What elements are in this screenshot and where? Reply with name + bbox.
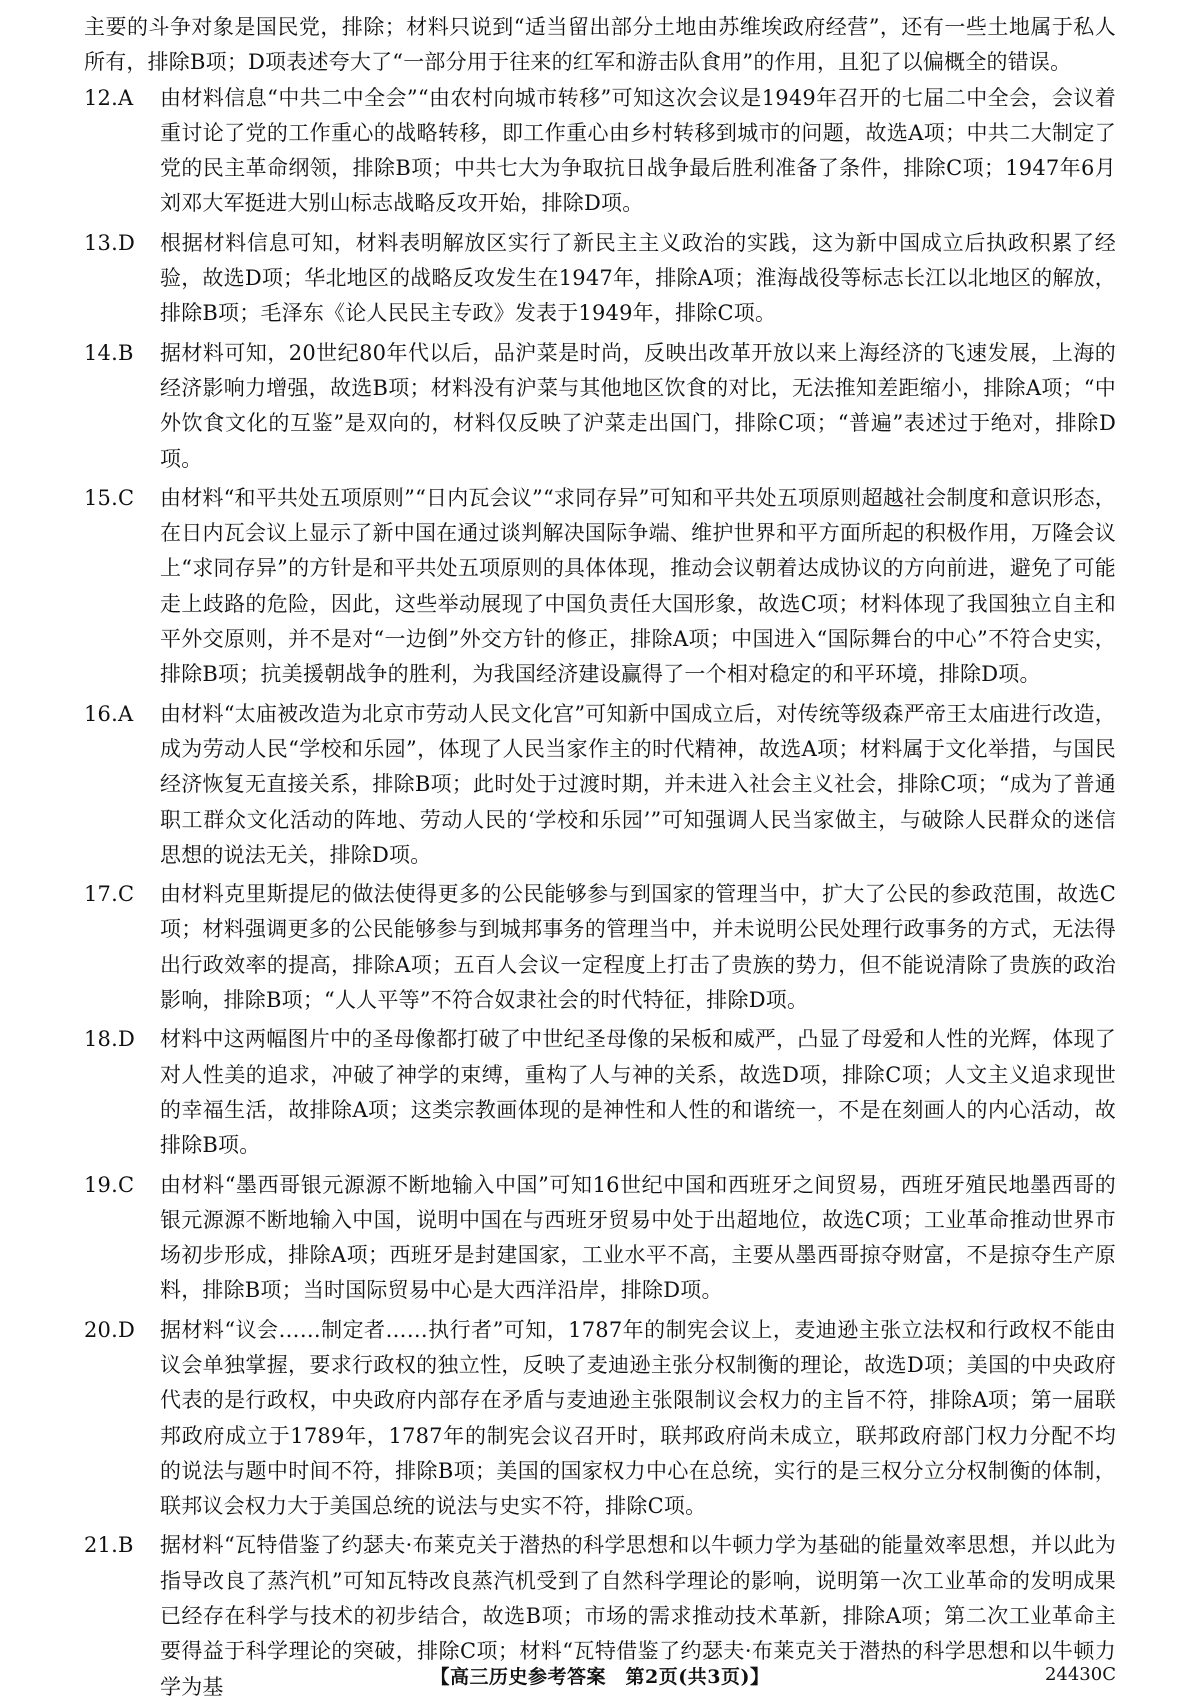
question-number: 21. (84, 1533, 118, 1558)
question-number: 12. (84, 85, 118, 110)
answer-item (84, 877, 1116, 1018)
answer-head (84, 481, 160, 516)
answer-head (84, 697, 160, 732)
answer-head (84, 1168, 160, 1203)
answer-head (84, 877, 160, 912)
footer-code: 24430C (1044, 1664, 1116, 1685)
answer-explanation: 据材料“议会……制定者……执行者”可知，1787年的制宪会议上，麦迪逊主张立法权和行政权不能由议会单独掌握，要求行政权的独立性，反映了麦迪逊主张分权制衡的理论，故选D项；美国的中央政府代表的是行政权，中央政府内部存在矛盾与麦迪逊主张限制议会权力的主旨不符，排除A项；第一届联邦政府成立于1789年，1787年的制宪会议召开时，联邦政府尚未成立，联邦政府部门权力分配不均的说法与题中时间不符，排除B项；美国的国家权力中心在总统，实行的是三权分立分权制衡的体制，联邦议会权力大于美国总统的说法与史实不符，排除C项。 (160, 1317, 1116, 1519)
answer-list (84, 81, 1116, 1705)
intro-paragraph: 主要的斗争对象是国民党，排除；材料只说到“适当留出部分土地由苏维埃政府经营”，还有一些土地属于私人所有，排除B项；D项表述夸大了“一部分用于往来的红军和游击队食用”的作用，且犯了以偏概全的错误。 (84, 15, 1116, 75)
answer-item (84, 1313, 1116, 1525)
answer-explanation: 据材料“瓦特借鉴了约瑟夫·布莱克关于潜热的科学思想和以牛顿力学为基础的能量效率思想，并以此为指导改良了蒸汽机”可知瓦特改良蒸汽机受到了自然科学理论的影响，说明第一次工业革命的发明成果已经存在科学与技术的初步结合，故选B项；市场的需求推动技术革新，排除A项；第二次工业革命主要得益于科学理论的突破，排除C项；材料“瓦特借鉴了约瑟夫·布莱克关于潜热的科学思想和以牛顿力学为基 (160, 1533, 1116, 1699)
answer-item (84, 81, 1116, 222)
answer-explanation: 由材料克里斯提尼的做法使得更多的公民能够参与到国家的管理当中，扩大了公民的参政范围，故选C项；材料强调更多的公民能够参与到城邦事务的管理当中，并未说明公民处理行政事务的方式，无法得出行政效率的提高，排除A项；五百人会议一定程度上打击了贵族的势力，但不能说清除了贵族的政治影响，排除B项；“人人平等”不符合奴隶社会的时代特征，排除D项。 (160, 882, 1116, 1013)
answer-choice: C (118, 485, 135, 510)
answer-choice: C (118, 882, 135, 907)
answer-choice: A (118, 701, 134, 726)
answer-item (84, 336, 1116, 477)
page-footer (0, 1662, 1200, 1692)
answer-item (84, 226, 1116, 332)
answer-choice: B (118, 1533, 134, 1558)
question-number: 15. (84, 485, 118, 510)
question-number: 18. (84, 1027, 118, 1052)
question-number: 17. (84, 882, 118, 907)
footer-title: 【高三历史参考答案 第2页(共3页)】 (430, 1666, 770, 1688)
answer-explanation: 由材料信息“中共二中全会”“由农村向城市转移”可知这次会议是1949年召开的七届二中全会，会议着重讨论了党的工作重心的战略转移，即工作重心由乡村转移到城市的问题，故选A项；中共二大制定了党的民主革命纲领，排除B项；中共七大为争取抗日战争最后胜利准备了条件，排除C项；1947年6月刘邓大军挺进大别山标志战略反攻开始，排除D项。 (160, 85, 1116, 216)
answer-item (84, 1168, 1116, 1309)
answer-head (84, 226, 160, 261)
answer-head (84, 1022, 160, 1057)
answer-explanation: 由材料“和平共处五项原则”“日内瓦会议”“求同存异”可知和平共处五项原则超越社会制度和意识形态，在日内瓦会议上显示了新中国在通过谈判解决国际争端、维护世界和平方面所起的积极作用，万隆会议上“求同存异”的方针是和平共处五项原则的具体体现，推动会议朝着达成协议的方向前进，避免了可能走上歧路的危险，因此，这些举动展现了中国负责任大国形象，故选C项；材料体现了我国独立自主和平外交原则，并不是对“一边倒”外交方针的修正，排除A项；中国进入“国际舞台的中心”不符合史实，排除B项；抗美援朝战争的胜利，为我国经济建设赢得了一个相对稳定的和平环境，排除D项。 (160, 485, 1117, 687)
answer-explanation: 据材料可知，20世纪80年代以后，品沪菜是时尚，反映出改革开放以来上海经济的飞速发展，上海的经济影响力增强，故选B项；材料没有沪菜与其他地区饮食的对比，无法推知差距缩小，排除A项；“中外饮食文化的互鉴”是双向的，材料仅反映了沪菜走出国门，排除C项；“普遍”表述过于绝对，排除D项。 (160, 340, 1116, 471)
answer-choice: D (118, 1317, 136, 1342)
answer-choice: C (118, 1172, 135, 1197)
answer-explanation: 根据材料信息可知，材料表明解放区实行了新民主主义政治的实践，这为新中国成立后执政积累了经验，故选D项；华北地区的战略反攻发生在1947年，排除A项；淮海战役等标志长江以北地区的解放，排除B项；毛泽东《论人民民主专政》发表于1949年，排除C项。 (160, 230, 1116, 326)
answer-item (84, 1022, 1116, 1163)
answer-choice: D (118, 230, 136, 255)
answer-head (84, 1528, 160, 1563)
answer-explanation: 材料中这两幅图片中的圣母像都打破了中世纪圣母像的呆板和威严，凸显了母爱和人性的光辉，体现了对人性美的追求，冲破了神学的束缚，重构了人与神的关系，故选D项，排除C项；人文主义追求现世的幸福生活，故排除A项；这类宗教画体现的是神性和人性的和谐统一，不是在刻画人的内心活动，故排除B项。 (160, 1027, 1116, 1158)
answer-choice: A (118, 85, 134, 110)
answer-head (84, 1313, 160, 1348)
answer-choice: B (118, 340, 134, 365)
question-number: 16. (84, 701, 118, 726)
answer-item (84, 697, 1116, 873)
answer-explanation: 由材料“墨西哥银元源源不断地输入中国”可知16世纪中国和西班牙之间贸易，西班牙殖民地墨西哥的银元源源不断地输入中国，说明中国在与西班牙贸易中处于出超地位，故选C项；工业革命推动世界市场初步形成，排除A项；西班牙是封建国家，工业水平不高，主要从墨西哥掠夺财富，不是掠夺生产原料，排除B项；当时国际贸易中心是大西洋沿岸，排除D项。 (160, 1172, 1116, 1303)
answer-explanation: 由材料“太庙被改造为北京市劳动人民文化宫”可知新中国成立后，对传统等级森严帝王太庙进行改造，成为劳动人民“学校和乐园”，体现了人民当家作主的时代精神，故选A项；材料属于文化举措，与国民经济恢复无直接关系，排除B项；此时处于过渡时期，并未进入社会主义社会，排除C项；“成为了普通职工群众文化活动的阵地、劳动人民的‘学校和乐园’”可知强调人民当家做主，与破除人民群众的迷信思想的说法无关，排除D项。 (160, 701, 1116, 867)
question-number: 19. (84, 1172, 118, 1197)
answer-head (84, 336, 160, 371)
question-number: 13. (84, 230, 118, 255)
question-number: 20. (84, 1317, 118, 1342)
answer-head (84, 81, 160, 116)
answer-item (84, 481, 1116, 693)
answer-choice: D (118, 1027, 136, 1052)
question-number: 14. (84, 340, 118, 365)
